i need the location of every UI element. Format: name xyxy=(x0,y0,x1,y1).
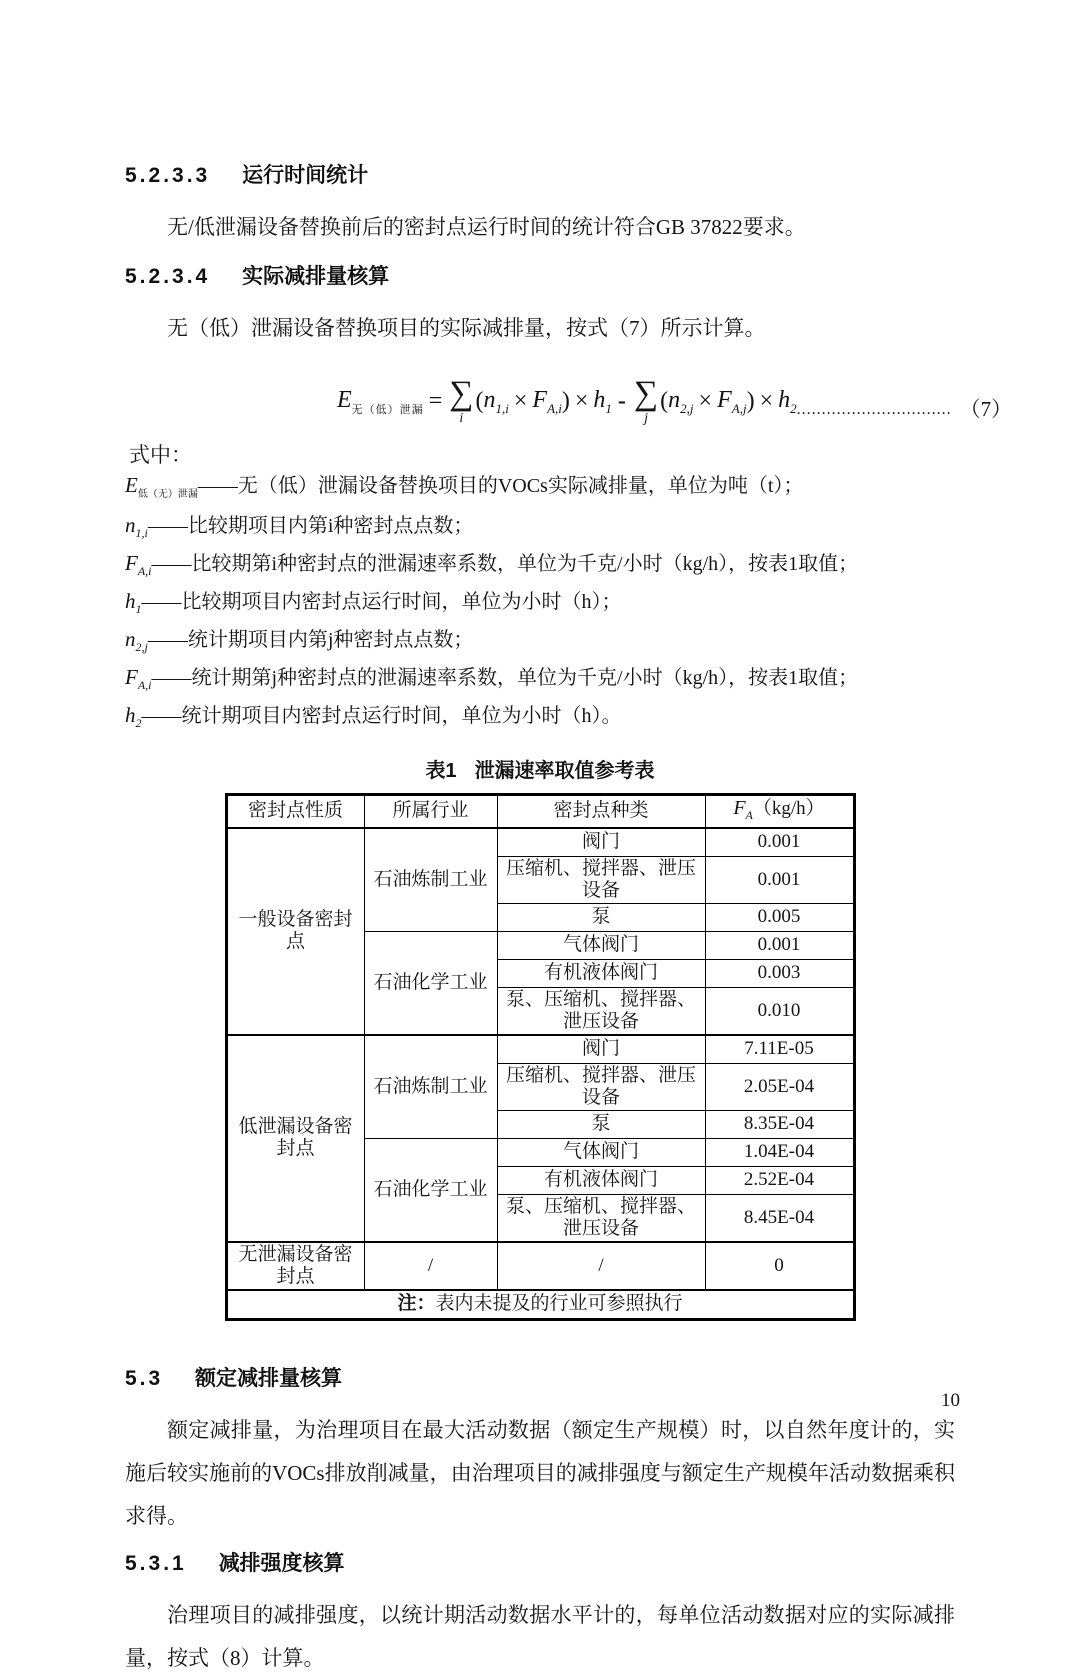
section-number: 5.2.3.4 xyxy=(125,265,211,288)
definition-item: $F_{A,i}——$比较期第i种密封点的泄漏速率系数，单位为千克/小时（kg/h），按表1取值； xyxy=(125,551,859,578)
var-fai: $F_{A,i}$ xyxy=(532,386,562,416)
cell-value: 0.010 xyxy=(705,987,854,1035)
section-title: 额定减排量核算 xyxy=(195,1366,343,1390)
page-number: 10 xyxy=(941,1390,960,1411)
formula-lhs: $E_{无(低)泄漏}$ xyxy=(337,386,424,416)
definition-item: $F_{A,i}——$统计期第j种密封点的泄漏速率系数，单位为千克/小时（kg/h），按表1取值； xyxy=(125,665,859,692)
cell-nature: 一般设备密封点 xyxy=(226,828,364,1035)
cell-kind: 有机液体阀门 xyxy=(497,959,705,987)
paren-close: ) xyxy=(561,388,570,414)
cell-value: 1.04E-04 xyxy=(705,1138,854,1166)
cell-kind: 有机液体阀门 xyxy=(497,1166,705,1194)
table-1-leak-rate xyxy=(225,793,856,1321)
cell-kind: 阀门 xyxy=(497,828,705,857)
cell-kind: 泵、压缩机、搅拌器、泄压设备 xyxy=(497,1194,705,1242)
equals-sign: = xyxy=(428,388,443,414)
header-industry: 所属行业 xyxy=(364,795,497,828)
cell-kind: 泵 xyxy=(497,903,705,931)
note-text: 表内未提及的行业可参照执行 xyxy=(435,1293,683,1315)
definition-item: $n_{2,j}——$统计期项目内第j种密封点点数； xyxy=(125,627,474,654)
times-sign: × xyxy=(574,388,589,414)
table-1-name: 泄漏速率取值参考表 xyxy=(474,760,655,782)
paragraph-reduction-intensity: 治理项目的减排强度，以统计期活动数据水平计的，每单位活动数据对应的实际减排量，按式（8）计算。 xyxy=(125,1602,955,1670)
cell-kind: 气体阀门 xyxy=(497,931,705,959)
var-faj: $F_{A,j}$ xyxy=(717,386,747,416)
cell-value: 8.35E-04 xyxy=(705,1110,854,1138)
paren-close: ) xyxy=(746,388,755,414)
cell-value: 0 xyxy=(705,1242,854,1290)
table-header-row xyxy=(226,795,854,828)
cell-kind: 压缩机、搅拌器、泄压设备 xyxy=(497,1063,705,1110)
table-row xyxy=(226,828,854,857)
cell-value: 0.005 xyxy=(705,903,854,931)
dot-leader: ............................... xyxy=(796,401,952,418)
section-heading-5-3-1 xyxy=(125,1550,955,1578)
sum-over-j: ∑ j xyxy=(633,375,659,426)
cell-value: 0.001 xyxy=(705,828,854,857)
cell-kind: / xyxy=(497,1242,705,1290)
paren-open: ( xyxy=(475,388,484,414)
cell-nature: 低泄漏设备密封点 xyxy=(226,1035,364,1242)
table-note-row xyxy=(226,1290,854,1320)
var-h2: $h_2$ xyxy=(778,386,797,416)
cell-value: 7.11E-05 xyxy=(705,1035,854,1064)
var-n2j: $n_{2,j}$ xyxy=(668,386,694,416)
cell-kind: 气体阀门 xyxy=(497,1138,705,1166)
minus-sign: - xyxy=(617,388,626,414)
cell-value: 0.001 xyxy=(705,931,854,959)
table-note xyxy=(226,1290,854,1320)
cell-industry: 石油炼制工业 xyxy=(364,828,497,932)
equation-leader xyxy=(797,398,1013,426)
times-sign: × xyxy=(513,388,528,414)
cell-kind: 压缩机、搅拌器、泄压设备 xyxy=(497,856,705,903)
paren-open: ( xyxy=(660,388,669,414)
table-1-title xyxy=(125,754,955,783)
definition-item: $h_1——$比较期项目内密封点运行时间，单位为小时（h）； xyxy=(125,589,622,616)
section-number: 5.3.1 xyxy=(125,1551,187,1575)
cell-kind: 泵、压缩机、搅拌器、泄压设备 xyxy=(497,987,705,1035)
header-kind: 密封点种类 xyxy=(497,795,705,828)
sum-over-i: ∑ i xyxy=(449,375,474,426)
header-fa: $F_A(kg/h)$ xyxy=(705,795,854,828)
definition-item: $h_2——$统计期项目内密封点运行时间，单位为小时（h）。 xyxy=(125,703,622,730)
cell-kind: 阀门 xyxy=(497,1035,705,1064)
paragraph-rated-reduction: 额定减排量，为治理项目在最大活动数据（额定生产规模）时，以自然年度计的，实施后较实施前的VOCs排放削减量，由治理项目的减排强度与额定生产规模年活动数据乘积求得。 xyxy=(125,1417,955,1528)
paragraph-running-time: 无/低泄漏设备替换前后的密封点运行时间的统计符合GB 37822要求。 xyxy=(167,215,806,239)
section-title: 运行时间统计 xyxy=(242,164,369,187)
definition-item: $E_{低(无)泄漏}——$无（低）泄漏设备替换项目的VOCs实际减排量，单位为吨（t）； xyxy=(125,473,804,500)
equation-number: （7） xyxy=(959,397,1013,421)
section-number: 5.3 xyxy=(125,1366,164,1390)
var-n1i: $n_{1,i}$ xyxy=(483,386,509,416)
section-title: 减排强度核算 xyxy=(218,1551,345,1575)
paragraph-actual-reduction: 无（低）泄漏设备替换项目的实际减排量，按式（7）所示计算。 xyxy=(167,316,766,340)
where-label: 式中： xyxy=(129,443,192,467)
times-sign: × xyxy=(698,388,713,414)
times-sign: × xyxy=(759,388,774,414)
var-h1: $h_1$ xyxy=(593,386,612,416)
table-1-label: 表1 xyxy=(425,760,457,782)
table-row xyxy=(226,1242,854,1290)
cell-value: 0.001 xyxy=(705,856,854,903)
cell-value: 8.45E-04 xyxy=(705,1194,854,1242)
cell-industry: / xyxy=(364,1242,497,1290)
section-heading-5-2-3-4 xyxy=(125,263,955,291)
table-row xyxy=(226,1035,854,1064)
cell-industry: 石油化学工业 xyxy=(364,1138,497,1242)
formula-7-row xyxy=(125,364,1013,426)
cell-industry: 石油化学工业 xyxy=(364,931,497,1035)
cell-value: 2.52E-04 xyxy=(705,1166,854,1194)
cell-value: 2.05E-04 xyxy=(705,1063,854,1110)
note-label: 注： xyxy=(397,1293,436,1315)
definition-item: $n_{1,i}——$比较期项目内第i种密封点点数； xyxy=(125,513,474,540)
formula-7 xyxy=(337,377,797,426)
cell-nature: 无泄漏设备密封点 xyxy=(226,1242,364,1290)
section-heading-5-2-3-3 xyxy=(125,162,955,190)
cell-industry: 石油炼制工业 xyxy=(364,1035,497,1139)
cell-kind: 泵 xyxy=(497,1110,705,1138)
header-nature: 密封点性质 xyxy=(226,795,364,828)
section-title: 实际减排量核算 xyxy=(242,265,390,288)
section-heading-5-3 xyxy=(125,1365,955,1393)
definition-list xyxy=(125,470,955,738)
cell-value: 0.003 xyxy=(705,959,854,987)
section-number: 5.2.3.3 xyxy=(125,164,211,187)
